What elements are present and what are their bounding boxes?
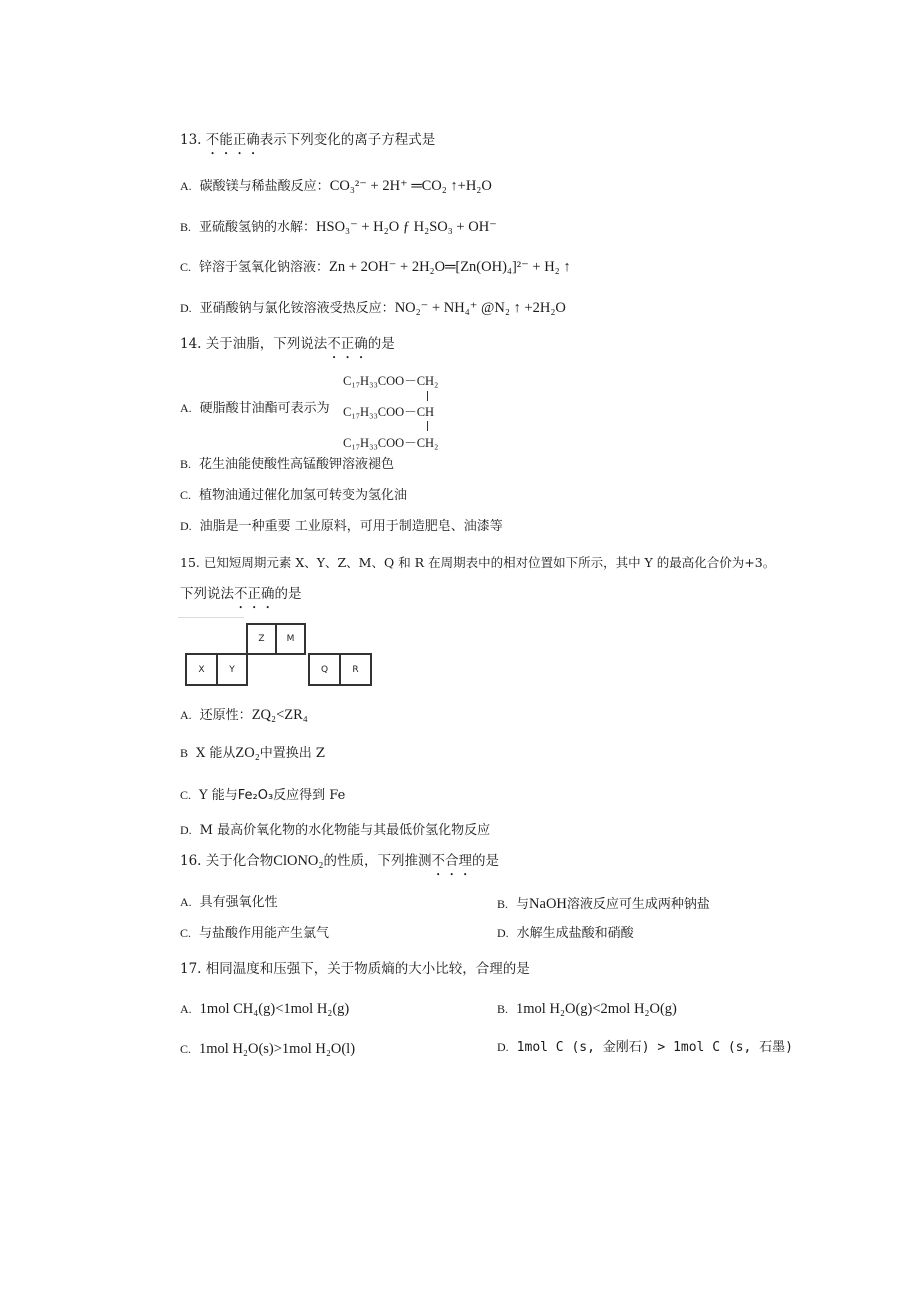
option-text: 花生油能使酸性高锰酸钾溶液褪色 xyxy=(199,457,395,472)
q14-option-a xyxy=(180,402,330,417)
q15-stem-text: 已知短周期元素 X、Y、Z、M、Q 和 R 在周期表中的相对位置如下所示，其中 Y 的最高化合价为+3。 xyxy=(203,555,776,570)
option-text: 亚硫酸氢钠的水解： xyxy=(199,220,317,235)
q16-emphasis xyxy=(431,853,472,869)
option-label: B xyxy=(180,746,189,760)
q13-number: 13. xyxy=(180,132,202,148)
emphasis-char: 不 xyxy=(431,853,445,869)
option-label: D. xyxy=(497,926,509,940)
q13-option-a xyxy=(180,178,492,195)
q13-option-c xyxy=(180,259,571,276)
option-label: B. xyxy=(180,220,192,234)
q15-stem-post: 的是 xyxy=(274,586,302,602)
option-text: 油脂是一种重要 工业原料，可用于制造肥皂、油漆等 xyxy=(199,519,503,534)
option-text: 碳酸镁与稀盐酸反应： xyxy=(199,179,330,194)
option-text: 还原性： xyxy=(199,708,252,723)
q15-option-a xyxy=(180,707,308,724)
q14-option-d xyxy=(180,520,503,535)
equation: NO₂⁻ + NH₄⁺ @N₂ ↑ +2H₂O xyxy=(394,300,566,316)
cell-q: Q xyxy=(308,653,341,686)
equation: HSO₃⁻ + H₂O ƒ H₂SO₃ + OH⁻ xyxy=(316,219,497,235)
q16-stem-mid: 的性质，下列推测 xyxy=(323,853,432,869)
glyceride-structure xyxy=(343,371,463,455)
q14-stem xyxy=(180,337,395,353)
emphasis-char: 不 xyxy=(327,336,341,352)
formula: ClONO₂ xyxy=(273,853,324,869)
option-text: 水解生成盐酸和硝酸 xyxy=(516,926,634,941)
q15-number: 15. xyxy=(180,555,200,570)
option-text: X 能从 xyxy=(196,746,236,761)
equation: Fe₂O₃ xyxy=(237,788,274,803)
option-text: 硬脂酸甘油酯可表示为 xyxy=(199,401,330,416)
faint-grid-line xyxy=(178,617,244,618)
equation: 1mol C (s, 金刚石) > 1mol C (s, 石墨) xyxy=(516,1040,793,1055)
q17-option-a xyxy=(180,1001,349,1018)
option-label: D. xyxy=(180,519,192,533)
option-label: A. xyxy=(180,401,192,415)
option-label: A. xyxy=(180,895,192,909)
q17-option-b xyxy=(497,1001,677,1018)
option-label: B. xyxy=(497,897,509,911)
q13-stem xyxy=(180,133,435,149)
equation: CO₃²⁻ + 2H⁺ ═CO₂ ↑+H₂O xyxy=(329,178,492,194)
structure-row-3: C₁₇H₃₃COO－CH₂ xyxy=(343,436,439,450)
emphasis-char: 确 xyxy=(246,132,260,148)
q15-stem-pre: 下列说法 xyxy=(180,586,234,602)
equation: NaOH xyxy=(529,896,567,912)
q14-stem-post: 的是 xyxy=(367,336,395,352)
option-text: 亚硝酸钠与氯化铵溶液受热反应： xyxy=(199,301,395,316)
option-label: D. xyxy=(180,823,192,837)
option-text: 与盐酸作用能产生氯气 xyxy=(199,926,330,941)
option-label: A. xyxy=(180,179,192,193)
q17-stem-text: 相同温度和压强下，关于物质熵的大小比较，合理的是 xyxy=(205,961,530,977)
emphasis-char: 正 xyxy=(232,132,247,148)
option-text: 与 xyxy=(516,897,530,912)
option-text: 锌溶于氢氧化钠溶液： xyxy=(199,260,330,275)
option-label: B. xyxy=(497,1002,509,1016)
q16-number: 16. xyxy=(180,853,202,869)
q16-option-c xyxy=(180,927,329,942)
option-label: B. xyxy=(180,457,192,471)
option-label: C. xyxy=(180,788,192,802)
q16-option-d xyxy=(497,927,634,942)
option-label: C. xyxy=(180,926,192,940)
option-text: 溶液反应可生成两种钠盐 xyxy=(566,897,710,912)
option-label: A. xyxy=(180,708,192,722)
q16-stem-pre: 关于化合物 xyxy=(205,853,274,869)
q14-option-b xyxy=(180,458,394,473)
option-label: A. xyxy=(180,1002,192,1016)
cell-z: Z xyxy=(246,623,277,655)
structure-row-1: C₁₇H₃₃COO－CH₂ xyxy=(343,374,439,388)
q15-emphasis xyxy=(234,586,275,602)
q17-option-c xyxy=(180,1041,355,1058)
q15-stem-line2 xyxy=(180,587,302,603)
cell-r: R xyxy=(339,653,372,686)
q16-option-b xyxy=(497,896,710,913)
option-label: D. xyxy=(497,1040,509,1054)
q15-option-d xyxy=(180,824,490,839)
emphasis-char: 不 xyxy=(205,132,220,148)
q17-number: 17. xyxy=(180,961,202,977)
option-text: 反应得到 Fe xyxy=(273,788,346,803)
equation: 1mol H₂O(s)>1mol H₂O(l) xyxy=(199,1041,356,1057)
structure-row-2: C₁₇H₃₃COO－CH xyxy=(343,405,435,419)
q16-stem xyxy=(180,853,499,870)
equation: Zn + 2OH⁻ + 2H₂O═[Zn(OH)₄]²⁻ + H₂ ↑ xyxy=(329,259,571,275)
emphasis-char: 理 xyxy=(458,853,472,869)
option-label: C. xyxy=(180,1042,192,1056)
q16-stem-post: 的是 xyxy=(471,853,499,869)
emphasis-char: 正 xyxy=(247,586,261,602)
cell-x: X xyxy=(185,653,218,686)
option-text: 中置换出 Z xyxy=(259,746,325,761)
cell-m: M xyxy=(275,623,306,655)
q15-stem-line1 xyxy=(180,556,775,570)
q13-option-b xyxy=(180,219,497,236)
emphasis-char: 合 xyxy=(444,853,459,869)
bond-line xyxy=(427,421,428,431)
equation: 1mol CH₄(g)<1mol H₂(g) xyxy=(199,1001,350,1017)
q14-stem-pre: 关于油脂，下列说法 xyxy=(205,336,328,352)
q14-number: 14. xyxy=(180,336,202,352)
equation: 1mol H₂O(g)<2mol H₂O(g) xyxy=(516,1001,677,1017)
q15-option-b xyxy=(180,745,325,762)
option-label: D. xyxy=(180,301,192,315)
emphasis-char: 能 xyxy=(219,132,233,148)
equation: ZQ₂<ZR₄ xyxy=(251,707,308,723)
emphasis-char: 确 xyxy=(261,586,275,602)
option-text: 具有强氧化性 xyxy=(199,895,278,910)
cell-y: Y xyxy=(216,653,248,686)
q13-emphasis xyxy=(206,132,260,148)
q17-stem xyxy=(180,962,530,978)
q17-option-d xyxy=(497,1041,793,1056)
option-label: C. xyxy=(180,260,192,274)
option-label: C. xyxy=(180,488,192,502)
q13-option-d xyxy=(180,300,566,317)
q13-stem-text: 表示下列变化的离子方程式是 xyxy=(259,132,436,148)
equation: ZO₂ xyxy=(235,745,260,761)
emphasis-char: 不 xyxy=(234,586,248,602)
bond-line xyxy=(427,391,428,401)
periodic-table-fragment xyxy=(178,617,378,691)
q14-option-c xyxy=(180,489,407,504)
emphasis-char: 正 xyxy=(340,336,355,352)
option-text: Y 能与 xyxy=(199,788,238,803)
emphasis-char: 确 xyxy=(354,336,368,352)
q16-option-a xyxy=(180,896,278,911)
option-text: 植物油通过催化加氢可转变为氢化油 xyxy=(199,488,408,503)
q14-emphasis xyxy=(327,336,368,352)
q15-option-c xyxy=(180,789,345,804)
option-text: M 最高价氧化物的水化物能与其最低价氢化物反应 xyxy=(199,823,491,838)
